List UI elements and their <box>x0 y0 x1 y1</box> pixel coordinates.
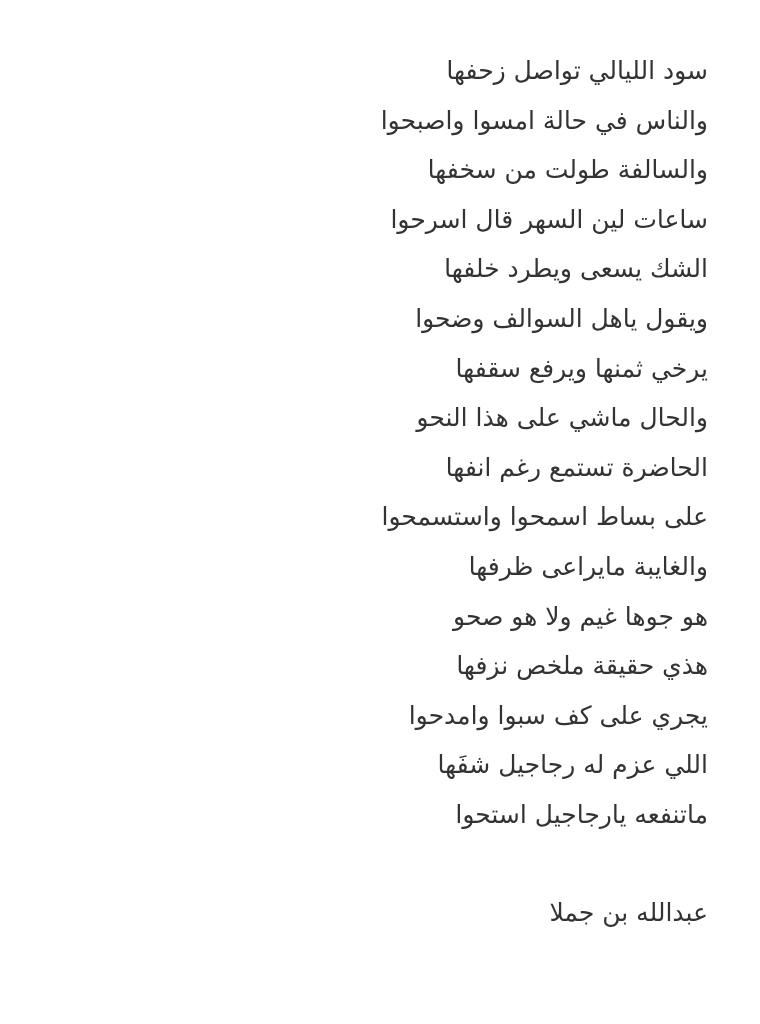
poem-line: والناس في حالة امسوا واصبحوا <box>380 105 708 135</box>
poem-line: سود الليالي تواصل زحفها <box>446 56 708 85</box>
poem-line: ساعات لين السهر قال اسرحوا <box>390 204 708 234</box>
poem-body <box>288 46 708 840</box>
poem-line: والغايبة مايراعى ظرفها <box>468 551 708 581</box>
poem-line: على بساط اسمحوا واستسمحوا <box>381 502 708 532</box>
poem-line: اللي عزم له رجاجيل شفَها <box>437 750 708 780</box>
poem-line: ويقول ياهل السوالف وضحوا <box>415 303 708 333</box>
poem-line: ماتنفعه يارجاجيل استحوا <box>455 799 708 829</box>
author-signature: عبدالله بن جملا <box>549 898 708 927</box>
poem-line: الحاضرة تستمع رغم انفها <box>445 452 708 482</box>
poem-line: والحال ماشي على هذا النحو <box>416 403 708 433</box>
poem-line: هو جوها غيم ولا هو صحو <box>453 601 708 631</box>
poem-line: يجري على كف سبوا وامدحوا <box>408 700 708 730</box>
poem-line: يرخي ثمنها ويرفع سقفها <box>455 353 708 383</box>
poem-line: والسالفة طولت من سخفها <box>427 155 708 185</box>
poem-line: الشك يسعى ويطرد خلفها <box>444 254 708 284</box>
poem-line: هذي حقيقة ملخص نزفها <box>456 651 708 681</box>
